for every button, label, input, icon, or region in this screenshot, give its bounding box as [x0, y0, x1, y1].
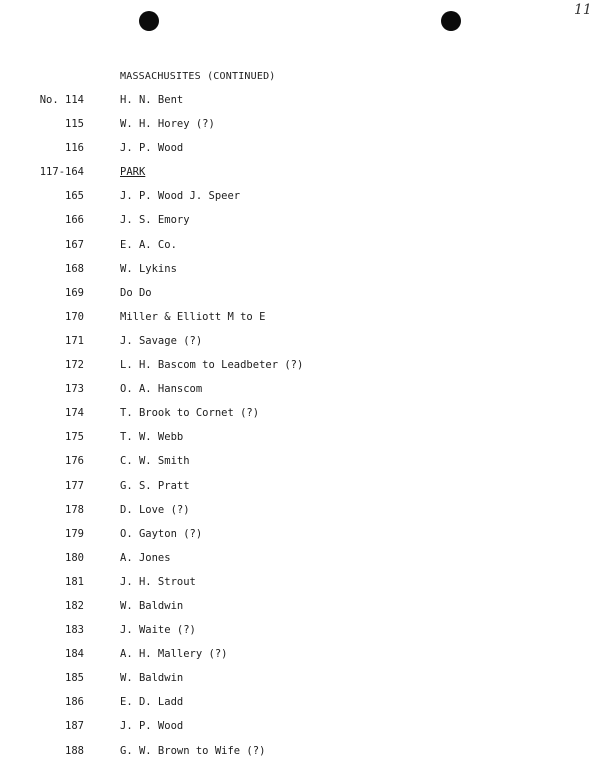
lot-number: 177 [65, 479, 84, 492]
punch-hole-left [139, 11, 159, 31]
list-item [0, 504, 600, 528]
list-item [0, 263, 600, 287]
list-item [0, 407, 600, 431]
list-item [0, 600, 600, 624]
lot-number: 179 [65, 527, 84, 540]
owner-name: H. N. Bent [120, 94, 184, 106]
list-item [0, 552, 600, 576]
owner-name: W. H. Horey (?) [120, 118, 215, 131]
lot-number: 165 [65, 190, 84, 203]
list-item [0, 239, 600, 263]
list-item [0, 118, 600, 142]
lot-number: 183 [65, 624, 84, 637]
lot-number: 166 [65, 214, 84, 227]
lot-number: 169 [65, 286, 84, 299]
owner-name: J. P. Wood J. Speer [120, 190, 241, 203]
list-item [0, 528, 600, 552]
lot-number: 172 [65, 359, 84, 372]
lot-number: 176 [65, 455, 84, 468]
lot-number: 167 [65, 238, 84, 251]
owner-name: J. Waite (?) [120, 624, 196, 637]
owner-name: J. Savage (?) [120, 334, 203, 347]
lot-number: 116 [65, 142, 84, 155]
owner-name: G. S. Pratt [120, 479, 190, 492]
owner-name: A. H. Mallery (?) [120, 648, 228, 661]
owner-name: E. A. Co. [120, 238, 177, 251]
owner-name: Do Do [120, 286, 152, 299]
owner-name: G. W. Brown to Wife (?) [120, 744, 266, 757]
lot-number: 174 [65, 407, 84, 420]
lot-number: 175 [65, 431, 84, 444]
lot-number: 170 [65, 310, 84, 323]
lot-number: 188 [65, 744, 84, 757]
list-item [0, 576, 600, 600]
owner-name: L. H. Bascom to Leadbeter (?) [120, 359, 304, 372]
lot-number: 187 [65, 720, 84, 733]
lot-number: 182 [65, 599, 84, 612]
owner-name: O. A. Hanscom [120, 383, 203, 396]
section-heading: MASSACHUSITES (CONTINUED) [120, 71, 276, 82]
owner-name: PARK [120, 166, 146, 179]
lot-number: 184 [65, 648, 84, 661]
owner-name: Miller & Elliott M to E [120, 310, 266, 323]
list-item [0, 672, 600, 696]
punch-hole-right [441, 11, 461, 31]
owner-name: W. Baldwin [120, 599, 184, 612]
list-item [0, 648, 600, 672]
list-item [0, 166, 600, 190]
lot-number: 117-164 [39, 166, 84, 179]
list-item [0, 190, 600, 214]
owner-name: D. Love (?) [120, 503, 190, 516]
lot-number: 171 [65, 334, 84, 347]
owner-name: A. Jones [120, 551, 171, 564]
list-item [0, 480, 600, 504]
list-item [0, 624, 600, 648]
lot-number: 186 [65, 696, 84, 709]
list-item [0, 214, 600, 238]
owner-name: W. Baldwin [120, 672, 184, 685]
list-item [0, 142, 600, 166]
lot-number: No. 114 [39, 94, 84, 106]
lot-number: 115 [65, 118, 84, 131]
owner-name: E. D. Ladd [120, 696, 184, 709]
owner-name: T. W. Webb [120, 431, 184, 444]
lot-number: 180 [65, 551, 84, 564]
owner-name: C. W. Smith [120, 455, 190, 468]
list-item [0, 431, 600, 455]
list-item [0, 383, 600, 407]
owner-name: W. Lykins [120, 262, 177, 275]
owner-name: J. P. Wood [120, 720, 184, 733]
lot-number: 173 [65, 383, 84, 396]
list-item [0, 287, 600, 311]
list-item [0, 335, 600, 359]
owner-name: O. Gayton (?) [120, 527, 203, 540]
lot-number: 185 [65, 672, 84, 685]
page-number: 11 [574, 2, 592, 18]
list-item [0, 720, 600, 744]
lot-number: 168 [65, 262, 84, 275]
list-item [0, 745, 600, 769]
list-item [0, 94, 600, 118]
lot-number: 178 [65, 503, 84, 516]
owner-name: T. Brook to Cornet (?) [120, 407, 260, 420]
owner-name: J. S. Emory [120, 214, 190, 227]
owner-name: J. P. Wood [120, 142, 184, 155]
list-item [0, 359, 600, 383]
lot-number: 181 [65, 575, 84, 588]
list-item [0, 696, 600, 720]
record-list [0, 94, 600, 769]
list-item [0, 311, 600, 335]
list-item [0, 455, 600, 479]
owner-name: J. H. Strout [120, 575, 196, 588]
